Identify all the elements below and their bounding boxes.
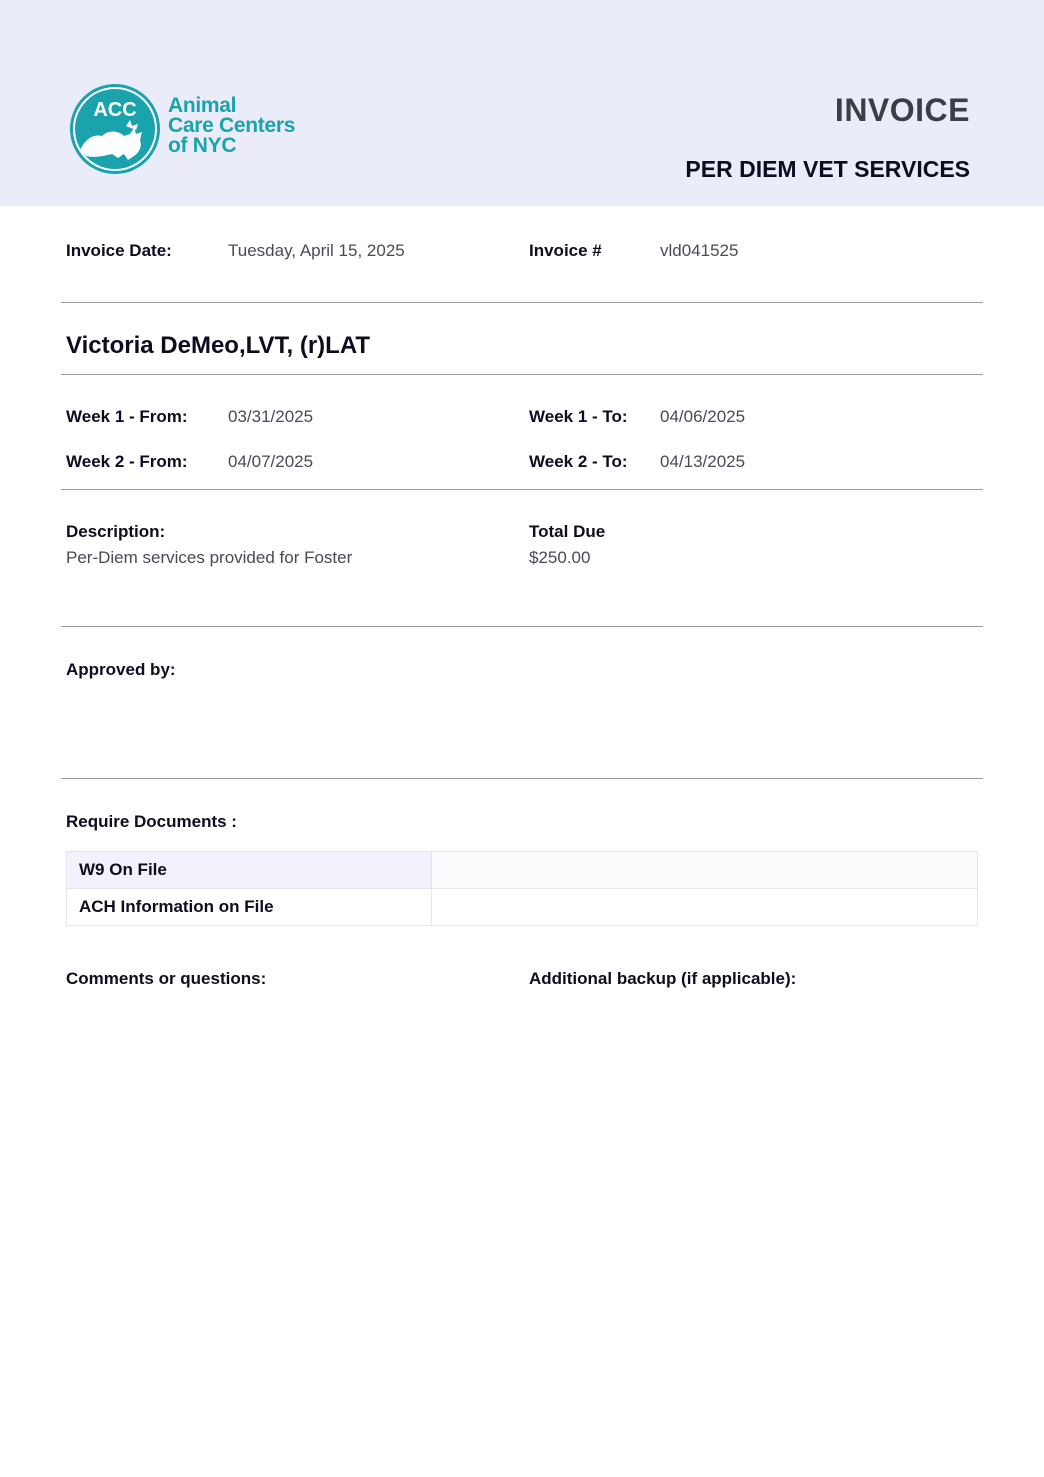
description-value: Per-Diem services provided for Foster (66, 548, 353, 567)
svg-text:ACC: ACC (93, 99, 137, 121)
divider (61, 302, 983, 303)
week-1-to-value: 04/06/2025 (660, 407, 746, 426)
week-1-from-value: 03/31/2025 (228, 407, 314, 426)
week-2-to-label: Week 2 - To: (529, 452, 628, 471)
document-status[interactable] (432, 852, 978, 889)
required-documents-table (66, 851, 978, 926)
divider (61, 489, 983, 490)
invoice-date-value: Tuesday, April 15, 2025 (228, 241, 405, 260)
required-documents-label: Require Documents : (66, 812, 237, 831)
week-2-to-value: 04/13/2025 (660, 452, 746, 471)
approved-by-label: Approved by: (66, 660, 176, 679)
total-due-value: $250.00 (529, 548, 591, 567)
divider (61, 778, 983, 779)
divider (61, 626, 983, 627)
document-name: W9 On File (67, 852, 432, 889)
week-2-from-value: 04/07/2025 (228, 452, 314, 471)
comments-label: Comments or questions: (66, 969, 267, 988)
invoice-number-value: vld041525 (660, 241, 739, 260)
description-label: Description: (66, 522, 166, 541)
divider (61, 374, 983, 375)
additional-backup-label: Additional backup (if applicable): (529, 969, 797, 988)
page-header (0, 0, 1044, 206)
logo-line-1: Animal (168, 94, 237, 117)
total-due-label: Total Due (529, 522, 606, 541)
logo-line-2: Care Centers (168, 114, 296, 137)
acc-logo-text (168, 96, 295, 156)
invoice-date-label: Invoice Date: (66, 241, 172, 260)
document-status[interactable] (432, 889, 978, 926)
document-subtitle: PER DIEM VET SERVICES (685, 156, 970, 182)
acc-logo-badge-icon (68, 82, 162, 176)
week-1-to-label: Week 1 - To: (529, 407, 628, 426)
acc-logo (68, 82, 308, 178)
person-name: Victoria DeMeo,LVT, (r)LAT (66, 332, 371, 359)
week-2-from-label: Week 2 - From: (66, 452, 188, 471)
week-1-from-label: Week 1 - From: (66, 407, 188, 426)
document-name: ACH Information on File (67, 889, 432, 926)
logo-line-3: of NYC (168, 134, 237, 157)
document-title: INVOICE (834, 92, 970, 128)
table-row (67, 889, 978, 926)
invoice-number-label: Invoice # (529, 241, 602, 260)
table-row (67, 852, 978, 889)
